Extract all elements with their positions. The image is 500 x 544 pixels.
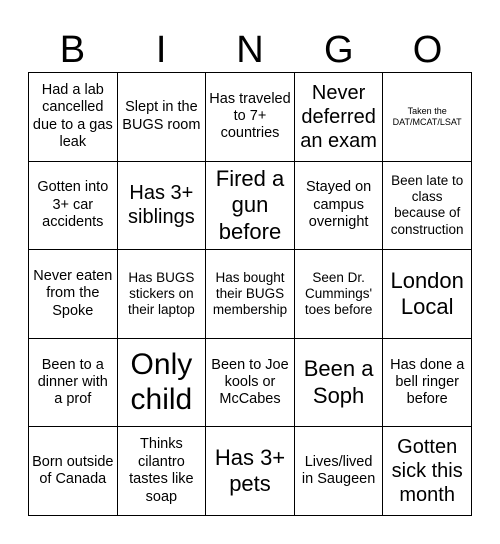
header-letter-b: B: [59, 29, 86, 71]
bingo-cell[interactable]: Gotten sick this month: [383, 427, 472, 516]
bingo-cell[interactable]: Lives/lived in Saugeen: [295, 427, 384, 516]
bingo-cell[interactable]: Been late to class because of construction: [383, 162, 472, 251]
bingo-cell[interactable]: Taken the DAT/MCAT/LSAT: [383, 73, 472, 162]
bingo-cell[interactable]: Fired a gun before: [206, 162, 295, 251]
bingo-header: [28, 26, 472, 74]
header-letter-i: I: [155, 29, 167, 71]
bingo-cell[interactable]: Stayed on campus overnight: [295, 162, 384, 251]
bingo-cell[interactable]: Been a Soph: [295, 339, 384, 428]
bingo-cell[interactable]: Never deferred an exam: [295, 73, 384, 162]
bingo-cell[interactable]: Has done a bell ringer before: [383, 339, 472, 428]
bingo-cell[interactable]: Thinks cilantro tastes like soap: [118, 427, 207, 516]
bingo-cell[interactable]: Slept in the BUGS room: [118, 73, 207, 162]
header-letter-o: O: [412, 29, 443, 71]
bingo-cell[interactable]: Been to Joe kools or McCabes: [206, 339, 295, 428]
bingo-cell[interactable]: Been to a dinner with a prof: [29, 339, 118, 428]
header-letter-n: N: [236, 29, 264, 71]
bingo-cell[interactable]: Had a lab cancelled due to a gas leak: [29, 73, 118, 162]
bingo-cell[interactable]: Has 3+ pets: [206, 427, 295, 516]
bingo-cell[interactable]: Has bought their BUGS membership: [206, 250, 295, 339]
bingo-cell[interactable]: Gotten into 3+ car accidents: [29, 162, 118, 251]
header-letter-g: G: [324, 29, 354, 71]
bingo-cell[interactable]: Has BUGS stickers on their laptop: [118, 250, 207, 339]
bingo-cell[interactable]: London Local: [383, 250, 472, 339]
bingo-cell[interactable]: Has traveled to 7+ countries: [206, 73, 295, 162]
bingo-cell[interactable]: Seen Dr. Cummings' toes before: [295, 250, 384, 339]
bingo-cell[interactable]: Has 3+ siblings: [118, 162, 207, 251]
bingo-cell[interactable]: Born outside of Canada: [29, 427, 118, 516]
bingo-cell[interactable]: Never eaten from the Spoke: [29, 250, 118, 339]
bingo-grid: [28, 72, 472, 516]
bingo-cell[interactable]: Only child: [118, 339, 207, 428]
